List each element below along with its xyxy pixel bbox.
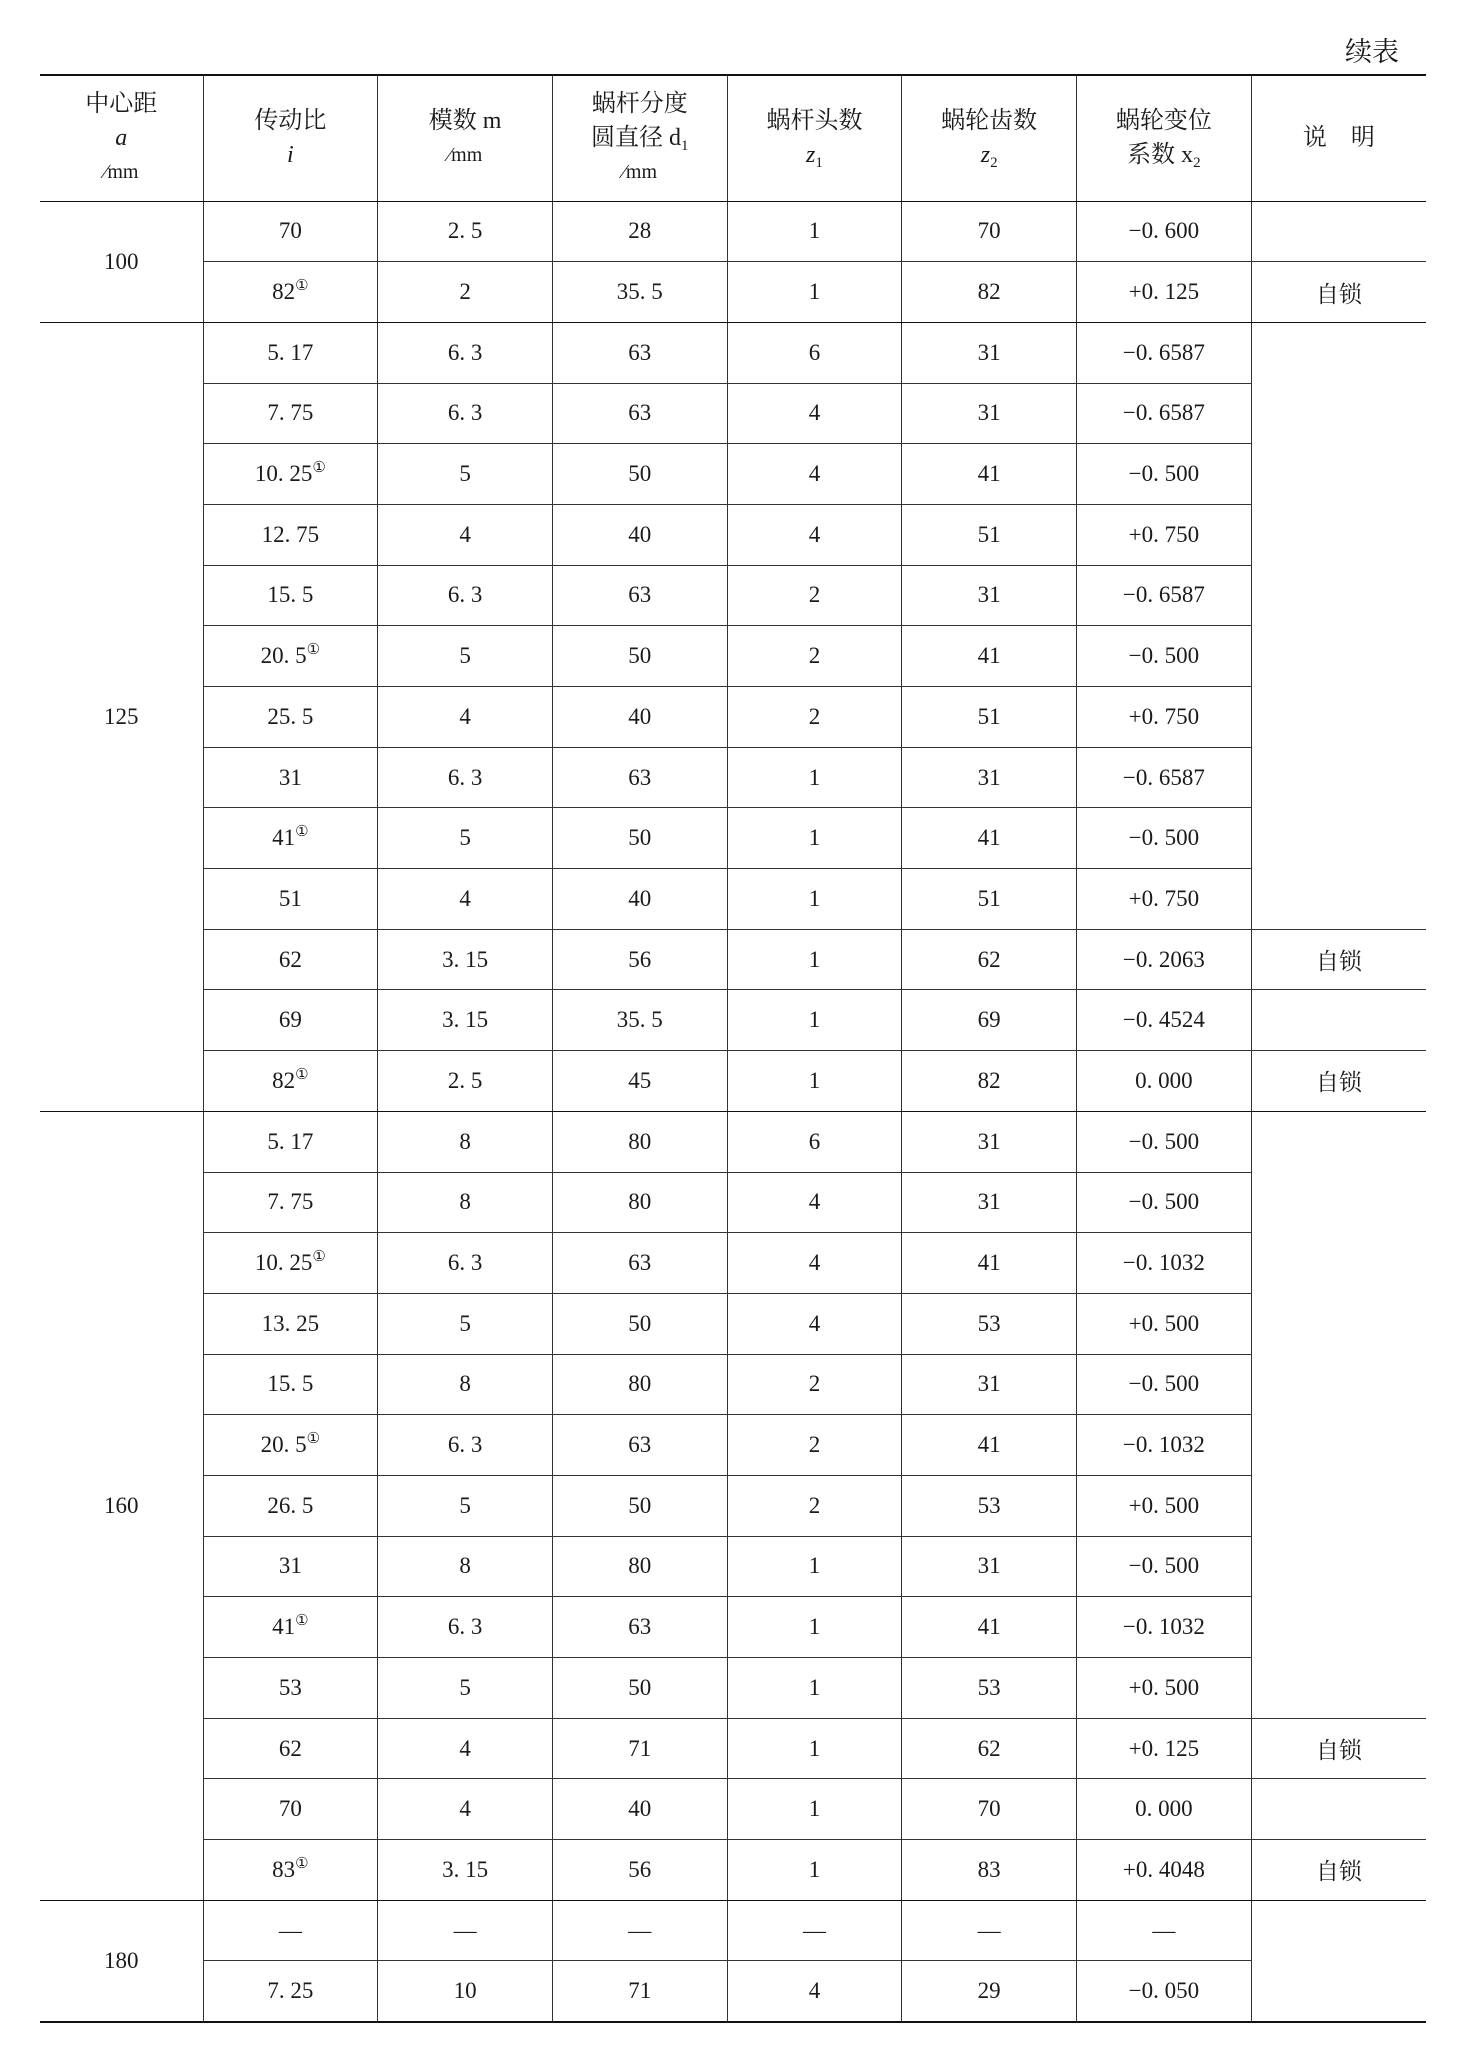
table-row (40, 1961, 1426, 2022)
ratio-cell: 70 (203, 201, 378, 262)
remark-cell: 自锁 (1251, 1840, 1426, 1901)
wheel-teeth-cell: 70 (902, 1779, 1077, 1840)
module-cell: 6. 3 (378, 1597, 553, 1658)
wheel-teeth-cell: 41 (902, 808, 1077, 869)
modification-cell: −0. 4524 (1077, 990, 1252, 1051)
worm-diameter-cell: 63 (552, 747, 727, 808)
table-row (40, 929, 1426, 990)
module-cell: 3. 15 (378, 990, 553, 1051)
ratio-cell: 13. 25 (203, 1293, 378, 1354)
remark-cell (1251, 1900, 1426, 2021)
worm-starts-cell: 4 (727, 1233, 902, 1294)
col-header-module: 模数 m ∕mm (378, 75, 553, 201)
module-cell: 4 (378, 1718, 553, 1779)
table-row (40, 1354, 1426, 1415)
col-header-center-distance: 中心距 a ∕mm (40, 75, 203, 201)
worm-diameter-cell: 71 (552, 1961, 727, 2022)
table-row (40, 1111, 1426, 1172)
remark-cell (1251, 990, 1426, 1051)
module-cell: 8 (378, 1354, 553, 1415)
table-row (40, 1051, 1426, 1112)
module-cell: 8 (378, 1536, 553, 1597)
table-row (40, 1415, 1426, 1476)
wheel-teeth-cell: 82 (902, 1051, 1077, 1112)
wheel-teeth-cell: 41 (902, 1597, 1077, 1658)
center-distance-cell: 160 (40, 1111, 203, 1900)
worm-starts-cell: 1 (727, 747, 902, 808)
worm-starts-cell: 1 (727, 869, 902, 930)
worm-starts-cell: 4 (727, 1293, 902, 1354)
modification-cell: −0. 1032 (1077, 1597, 1252, 1658)
modification-cell: −0. 500 (1077, 808, 1252, 869)
ratio-cell: 15. 5 (203, 1354, 378, 1415)
continued-caption: 续表 (1345, 37, 1399, 67)
modification-cell: +0. 500 (1077, 1293, 1252, 1354)
modification-cell: +0. 4048 (1077, 1840, 1252, 1901)
modification-cell: 0. 000 (1077, 1051, 1252, 1112)
worm-starts-cell: 4 (727, 504, 902, 565)
worm-diameter-cell: 56 (552, 1840, 727, 1901)
module-cell: 6. 3 (378, 322, 553, 383)
worm-starts-cell: 2 (727, 626, 902, 687)
modification-cell: −0. 600 (1077, 201, 1252, 262)
ratio-cell: 31 (203, 747, 378, 808)
worm-diameter-cell: — (552, 1900, 727, 1961)
table-row (40, 687, 1426, 748)
modification-cell: +0. 750 (1077, 504, 1252, 565)
wheel-teeth-cell: 83 (902, 1840, 1077, 1901)
table-row (40, 383, 1426, 444)
modification-cell: −0. 6587 (1077, 322, 1252, 383)
ratio-cell: 41① (203, 808, 378, 869)
modification-cell: +0. 750 (1077, 687, 1252, 748)
wheel-teeth-cell: 31 (902, 1354, 1077, 1415)
module-cell: 4 (378, 504, 553, 565)
ratio-cell: — (203, 1900, 378, 1961)
worm-starts-cell: 2 (727, 1475, 902, 1536)
table-row (40, 1900, 1426, 1961)
worm-diameter-cell: 45 (552, 1051, 727, 1112)
wheel-teeth-cell: 53 (902, 1658, 1077, 1719)
module-cell: 6. 3 (378, 565, 553, 626)
worm-diameter-cell: 35. 5 (552, 262, 727, 323)
wheel-teeth-cell: 31 (902, 322, 1077, 383)
footnote-marker: ① (295, 1613, 309, 1630)
wheel-teeth-cell: 31 (902, 1111, 1077, 1172)
table-row (40, 262, 1426, 323)
header-row (40, 75, 1426, 201)
modification-cell: −0. 500 (1077, 1111, 1252, 1172)
module-cell: 6. 3 (378, 1233, 553, 1294)
modification-cell: −0. 2063 (1077, 929, 1252, 990)
ratio-cell: 51 (203, 869, 378, 930)
worm-diameter-cell: 50 (552, 808, 727, 869)
module-cell: 5 (378, 1293, 553, 1354)
worm-diameter-cell: 35. 5 (552, 990, 727, 1051)
ratio-cell: 83① (203, 1840, 378, 1901)
footnote-marker: ① (295, 824, 309, 841)
wheel-teeth-cell: — (902, 1900, 1077, 1961)
modification-cell: −0. 6587 (1077, 383, 1252, 444)
worm-diameter-cell: 63 (552, 1233, 727, 1294)
worm-diameter-cell: 63 (552, 383, 727, 444)
table-row (40, 1718, 1426, 1779)
module-cell: 8 (378, 1111, 553, 1172)
modification-cell: −0. 1032 (1077, 1415, 1252, 1476)
ratio-cell: 82① (203, 262, 378, 323)
table-row (40, 444, 1426, 505)
module-cell: 4 (378, 1779, 553, 1840)
worm-diameter-cell: 71 (552, 1718, 727, 1779)
table-row (40, 1536, 1426, 1597)
modification-cell: — (1077, 1900, 1252, 1961)
module-cell: 5 (378, 1475, 553, 1536)
worm-diameter-cell: 80 (552, 1172, 727, 1233)
worm-diameter-cell: 40 (552, 869, 727, 930)
footnote-marker: ① (295, 278, 309, 295)
wheel-teeth-cell: 41 (902, 626, 1077, 687)
worm-diameter-cell: 63 (552, 1597, 727, 1658)
worm-starts-cell: 4 (727, 444, 902, 505)
ratio-cell: 20. 5① (203, 1415, 378, 1476)
worm-diameter-cell: 80 (552, 1111, 727, 1172)
table-body (40, 201, 1426, 2022)
table-row (40, 990, 1426, 1051)
table-row (40, 1658, 1426, 1719)
modification-cell: +0. 500 (1077, 1475, 1252, 1536)
module-cell: 6. 3 (378, 1415, 553, 1476)
ratio-cell: 31 (203, 1536, 378, 1597)
module-cell: 4 (378, 869, 553, 930)
table-row (40, 201, 1426, 262)
module-cell: 3. 15 (378, 1840, 553, 1901)
modification-cell: −0. 500 (1077, 444, 1252, 505)
table-row (40, 1597, 1426, 1658)
wheel-teeth-cell: 70 (902, 201, 1077, 262)
module-cell: 2 (378, 262, 553, 323)
table-row (40, 869, 1426, 930)
modification-cell: −0. 6587 (1077, 565, 1252, 626)
table-row (40, 504, 1426, 565)
ratio-cell: 53 (203, 1658, 378, 1719)
worm-starts-cell: 2 (727, 1415, 902, 1476)
worm-starts-cell: 4 (727, 383, 902, 444)
module-cell: 5 (378, 444, 553, 505)
footnote-marker: ① (312, 1249, 326, 1266)
worm-diameter-cell: 28 (552, 201, 727, 262)
wheel-teeth-cell: 82 (902, 262, 1077, 323)
worm-diameter-cell: 50 (552, 1475, 727, 1536)
module-cell: 4 (378, 687, 553, 748)
worm-starts-cell: 2 (727, 687, 902, 748)
worm-starts-cell: 1 (727, 808, 902, 869)
worm-starts-cell: 2 (727, 1354, 902, 1415)
ratio-cell: 25. 5 (203, 687, 378, 748)
col-header-remark: 说 明 (1251, 75, 1426, 201)
wheel-teeth-cell: 51 (902, 687, 1077, 748)
module-cell: 2. 5 (378, 1051, 553, 1112)
center-distance-cell: 125 (40, 322, 203, 1111)
worm-starts-cell: 6 (727, 322, 902, 383)
ratio-cell: 5. 17 (203, 322, 378, 383)
modification-cell: +0. 125 (1077, 262, 1252, 323)
col-header-wheel-teeth: 蜗轮齿数 $z_2$ (902, 75, 1077, 201)
ratio-cell: 10. 25① (203, 444, 378, 505)
worm-diameter-cell: 40 (552, 687, 727, 748)
ratio-cell: 15. 5 (203, 565, 378, 626)
wheel-teeth-cell: 31 (902, 747, 1077, 808)
modification-cell: −0. 500 (1077, 1536, 1252, 1597)
wheel-teeth-cell: 62 (902, 1718, 1077, 1779)
ratio-cell: 12. 75 (203, 504, 378, 565)
worm-gear-table (40, 74, 1426, 2023)
footnote-marker: ① (295, 1855, 309, 1872)
worm-diameter-cell: 63 (552, 1415, 727, 1476)
worm-starts-cell: 6 (727, 1111, 902, 1172)
module-cell: 6. 3 (378, 747, 553, 808)
ratio-cell: 69 (203, 990, 378, 1051)
worm-starts-cell: 1 (727, 1051, 902, 1112)
worm-diameter-cell: 50 (552, 1293, 727, 1354)
table-row (40, 1840, 1426, 1901)
modification-cell: −0. 1032 (1077, 1233, 1252, 1294)
ratio-cell: 62 (203, 929, 378, 990)
worm-diameter-cell: 63 (552, 322, 727, 383)
worm-starts-cell: 1 (727, 1597, 902, 1658)
remark-cell (1251, 201, 1426, 262)
wheel-teeth-cell: 29 (902, 1961, 1077, 2022)
modification-cell: +0. 500 (1077, 1658, 1252, 1719)
module-cell: 5 (378, 626, 553, 687)
worm-diameter-cell: 80 (552, 1354, 727, 1415)
worm-starts-cell: 4 (727, 1172, 902, 1233)
module-cell: 5 (378, 808, 553, 869)
worm-diameter-cell: 50 (552, 444, 727, 505)
col-header-worm-diameter: 蜗杆分度 圆直径 $d_1$ ∕mm (552, 75, 727, 201)
center-distance-cell: 100 (40, 201, 203, 322)
wheel-teeth-cell: 41 (902, 1415, 1077, 1476)
module-cell: 6. 3 (378, 383, 553, 444)
ratio-cell: 41① (203, 1597, 378, 1658)
ratio-cell: 10. 25① (203, 1233, 378, 1294)
remark-cell (1251, 322, 1426, 929)
worm-diameter-cell: 40 (552, 504, 727, 565)
table-row (40, 1475, 1426, 1536)
wheel-teeth-cell: 31 (902, 383, 1077, 444)
table-row (40, 1779, 1426, 1840)
worm-starts-cell: 2 (727, 565, 902, 626)
remark-cell: 自锁 (1251, 1051, 1426, 1112)
worm-starts-cell: 1 (727, 1840, 902, 1901)
worm-diameter-cell: 50 (552, 1658, 727, 1719)
worm-starts-cell: 4 (727, 1961, 902, 2022)
table-row (40, 1172, 1426, 1233)
ratio-cell: 7. 75 (203, 383, 378, 444)
wheel-teeth-cell: 31 (902, 1172, 1077, 1233)
wheel-teeth-cell: 62 (902, 929, 1077, 990)
table-row (40, 1233, 1426, 1294)
footnote-marker: ① (306, 642, 321, 659)
worm-starts-cell: 1 (727, 1658, 902, 1719)
ratio-cell: 7. 25 (203, 1961, 378, 2022)
worm-diameter-cell: 50 (552, 626, 727, 687)
table-row (40, 1293, 1426, 1354)
remark-cell: 自锁 (1251, 262, 1426, 323)
modification-cell: −0. 050 (1077, 1961, 1252, 2022)
worm-starts-cell: — (727, 1900, 902, 1961)
worm-diameter-cell: 80 (552, 1536, 727, 1597)
worm-diameter-cell: 63 (552, 565, 727, 626)
table-row (40, 808, 1426, 869)
worm-starts-cell: 1 (727, 262, 902, 323)
modification-cell: −0. 500 (1077, 1172, 1252, 1233)
wheel-teeth-cell: 51 (902, 504, 1077, 565)
ratio-cell: 20. 5① (203, 626, 378, 687)
col-header-modification: 蜗轮变位 系数 $x_2$ (1077, 75, 1252, 201)
table-row (40, 322, 1426, 383)
worm-starts-cell: 1 (727, 1718, 902, 1779)
ratio-cell: 5. 17 (203, 1111, 378, 1172)
wheel-teeth-cell: 31 (902, 565, 1077, 626)
worm-starts-cell: 1 (727, 990, 902, 1051)
module-cell: — (378, 1900, 553, 1961)
module-cell: 3. 15 (378, 929, 553, 990)
table-row (40, 565, 1426, 626)
worm-starts-cell: 1 (727, 929, 902, 990)
wheel-teeth-cell: 51 (902, 869, 1077, 930)
wheel-teeth-cell: 41 (902, 444, 1077, 505)
ratio-cell: 62 (203, 1718, 378, 1779)
wheel-teeth-cell: 41 (902, 1233, 1077, 1294)
modification-cell: −0. 500 (1077, 626, 1252, 687)
table-row (40, 747, 1426, 808)
remark-cell (1251, 1111, 1426, 1718)
wheel-teeth-cell: 53 (902, 1293, 1077, 1354)
ratio-cell: 7. 75 (203, 1172, 378, 1233)
col-header-worm-starts: 蜗杆头数 $z_1$ (727, 75, 902, 201)
module-cell: 10 (378, 1961, 553, 2022)
center-distance-cell: 180 (40, 1900, 203, 2021)
module-cell: 8 (378, 1172, 553, 1233)
ratio-cell: 82① (203, 1051, 378, 1112)
ratio-cell: 70 (203, 1779, 378, 1840)
footnote-marker: ① (306, 1431, 321, 1448)
worm-starts-cell: 1 (727, 1536, 902, 1597)
wheel-teeth-cell: 31 (902, 1536, 1077, 1597)
worm-diameter-cell: 56 (552, 929, 727, 990)
remark-cell: 自锁 (1251, 1718, 1426, 1779)
col-header-ratio: 传动比 i (203, 75, 378, 201)
module-cell: 2. 5 (378, 201, 553, 262)
remark-cell: 自锁 (1251, 929, 1426, 990)
ratio-cell: 26. 5 (203, 1475, 378, 1536)
worm-diameter-cell: 40 (552, 1779, 727, 1840)
modification-cell: +0. 125 (1077, 1718, 1252, 1779)
worm-starts-cell: 1 (727, 1779, 902, 1840)
modification-cell: 0. 000 (1077, 1779, 1252, 1840)
footnote-marker: ① (312, 460, 326, 477)
worm-starts-cell: 1 (727, 201, 902, 262)
modification-cell: +0. 750 (1077, 869, 1252, 930)
table-row (40, 626, 1426, 687)
modification-cell: −0. 500 (1077, 1354, 1252, 1415)
wheel-teeth-cell: 69 (902, 990, 1077, 1051)
modification-cell: −0. 6587 (1077, 747, 1252, 808)
remark-cell (1251, 1779, 1426, 1840)
footnote-marker: ① (295, 1066, 309, 1083)
module-cell: 5 (378, 1658, 553, 1719)
wheel-teeth-cell: 53 (902, 1475, 1077, 1536)
